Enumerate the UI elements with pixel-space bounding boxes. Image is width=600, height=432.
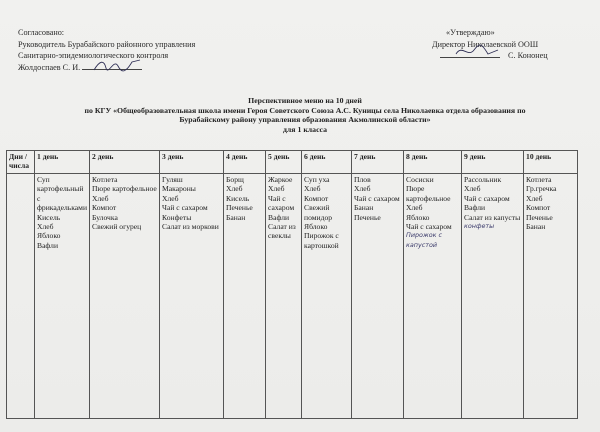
day-header: 5 день <box>266 151 302 174</box>
dish-item: Банан <box>354 203 374 213</box>
approval-right-line1: «Утверждаю» <box>446 28 495 37</box>
day-menu-cell <box>404 174 462 419</box>
dish-item: Банан <box>526 222 546 232</box>
day-header: 7 день <box>352 151 404 174</box>
dish-item: Кисель <box>37 212 61 222</box>
day-menu-cell <box>266 174 302 419</box>
dish-item: Яблоко <box>406 212 430 222</box>
dish-item: Хлеб <box>37 222 54 232</box>
dish-item: Салат из свеклы <box>268 222 296 241</box>
dish-item: Чай с сахаром <box>268 193 295 213</box>
dish-item: Булочка <box>92 212 118 222</box>
dish-item: Салат из капусты <box>464 212 521 222</box>
approval-right-line3: С. Кононец <box>508 51 548 60</box>
day-menu-cell <box>224 174 266 419</box>
dish-item: Компот <box>92 203 117 213</box>
approval-right-line2: Директор Николаевской ООШ <box>432 39 539 49</box>
dish-item: Салат из моркови <box>162 222 219 232</box>
table-row <box>7 174 578 419</box>
dish-item: Борщ <box>226 175 244 184</box>
dish-item: Пюре картофельное <box>92 184 157 194</box>
day-menu-cell <box>524 174 578 419</box>
dish-item: Конфеты <box>162 212 192 222</box>
title-line1: Перспективное меню на 10 дней <box>248 96 362 105</box>
day-header: 4 день <box>224 151 266 174</box>
dish-item: Пирожок с картошкой <box>304 231 339 250</box>
signature-left-icon <box>92 56 142 74</box>
title-line3: Бурабайскому району управления образования Акмолинской области» <box>179 115 431 125</box>
approval-left-line2: Руководитель Бурабайского районного управления <box>18 39 196 49</box>
dish-item: Вафли <box>37 240 59 250</box>
day-header: 10 день <box>524 151 578 174</box>
dish-item: Вафли <box>268 212 290 222</box>
day-header: 1 день <box>35 151 90 174</box>
dish-item: Суп картофельный с фрикадельками <box>37 175 88 213</box>
dish-item: Гр.гречка <box>526 184 557 194</box>
document-title <box>60 96 550 134</box>
dish-item: Гуляш <box>162 175 183 184</box>
dish-item: Рассольник <box>464 175 502 184</box>
dish-item: Хлеб <box>92 193 109 203</box>
approval-left-line1: Согласовано: <box>18 28 65 37</box>
dish-item: Хлеб <box>464 184 481 194</box>
approval-left-line4: Жолдоспаев С. И. <box>18 62 81 72</box>
day-menu-cell <box>462 174 524 419</box>
day-header: 2 день <box>90 151 160 174</box>
dish-item: Компот <box>526 203 551 213</box>
title-line2: по КГУ «Общеобразовательная школа имени Героя Советского Союза А.С. Куницы села Николаевка отдела образования по <box>84 105 526 115</box>
title-line4: для 1 класса <box>282 124 327 134</box>
corner-header: Дни / числа <box>7 151 35 174</box>
dish-item: Банан <box>226 212 246 222</box>
day-menu-cell <box>90 174 160 419</box>
table-cell-empty <box>7 174 35 419</box>
dish-item: Хлеб <box>268 184 285 194</box>
dish-item: Сосиски <box>406 175 434 184</box>
day-header: 6 день <box>302 151 352 174</box>
dish-item: Яблоко <box>37 231 61 241</box>
dish-item: Печенье <box>354 212 381 222</box>
dish-item: Компот <box>304 193 329 203</box>
dish-item: Хлеб <box>354 184 371 194</box>
dish-item: Суп уха <box>304 175 330 184</box>
day-menu-cell <box>160 174 224 419</box>
day-header: 3 день <box>160 151 224 174</box>
day-menu-cell <box>302 174 352 419</box>
dish-item: Котлета <box>92 175 118 184</box>
dish-item: Пюре картофельное <box>406 184 451 203</box>
dish-item: конфеты <box>464 222 495 231</box>
dish-item: Хлеб <box>162 193 179 203</box>
dish-item: Кисель <box>226 193 250 203</box>
dish-item: Хлеб <box>304 184 321 194</box>
dish-item: Свежий помидор <box>304 203 333 222</box>
day-menu-cell <box>35 174 90 419</box>
signature-right-icon <box>452 42 502 60</box>
dish-item: Котлета <box>526 175 552 184</box>
dish-item: Чай с сахаром <box>406 222 452 232</box>
dish-item: Яблоко <box>304 222 328 232</box>
dish-item: Хлеб <box>226 184 243 194</box>
dish-item: Чай с сахаром <box>464 193 510 203</box>
day-menu-cell <box>352 174 404 419</box>
dish-item: Свежий огурец <box>92 222 142 232</box>
dish-item: Печенье <box>526 212 553 222</box>
dish-item: Пирожок с капустой <box>406 231 443 249</box>
dish-item: Вафли <box>464 203 486 213</box>
day-header: 9 день <box>462 151 524 174</box>
day-header: 8 день <box>404 151 462 174</box>
dish-item: Печенье <box>226 203 253 213</box>
dish-item: Чай с сахаром <box>162 203 208 213</box>
menu-table <box>6 150 578 419</box>
dish-item: Чай с сахаром <box>354 193 400 203</box>
dish-item: Плов <box>354 175 371 184</box>
dish-item: Хлеб <box>526 193 543 203</box>
approval-left-line3: Санитарно-эпидемиологического контроля <box>18 51 169 60</box>
dish-item: Хлеб <box>406 203 423 213</box>
table-header-row <box>7 151 578 174</box>
dish-item: Жаркое <box>268 175 293 184</box>
dish-item: Макароны <box>162 184 196 194</box>
